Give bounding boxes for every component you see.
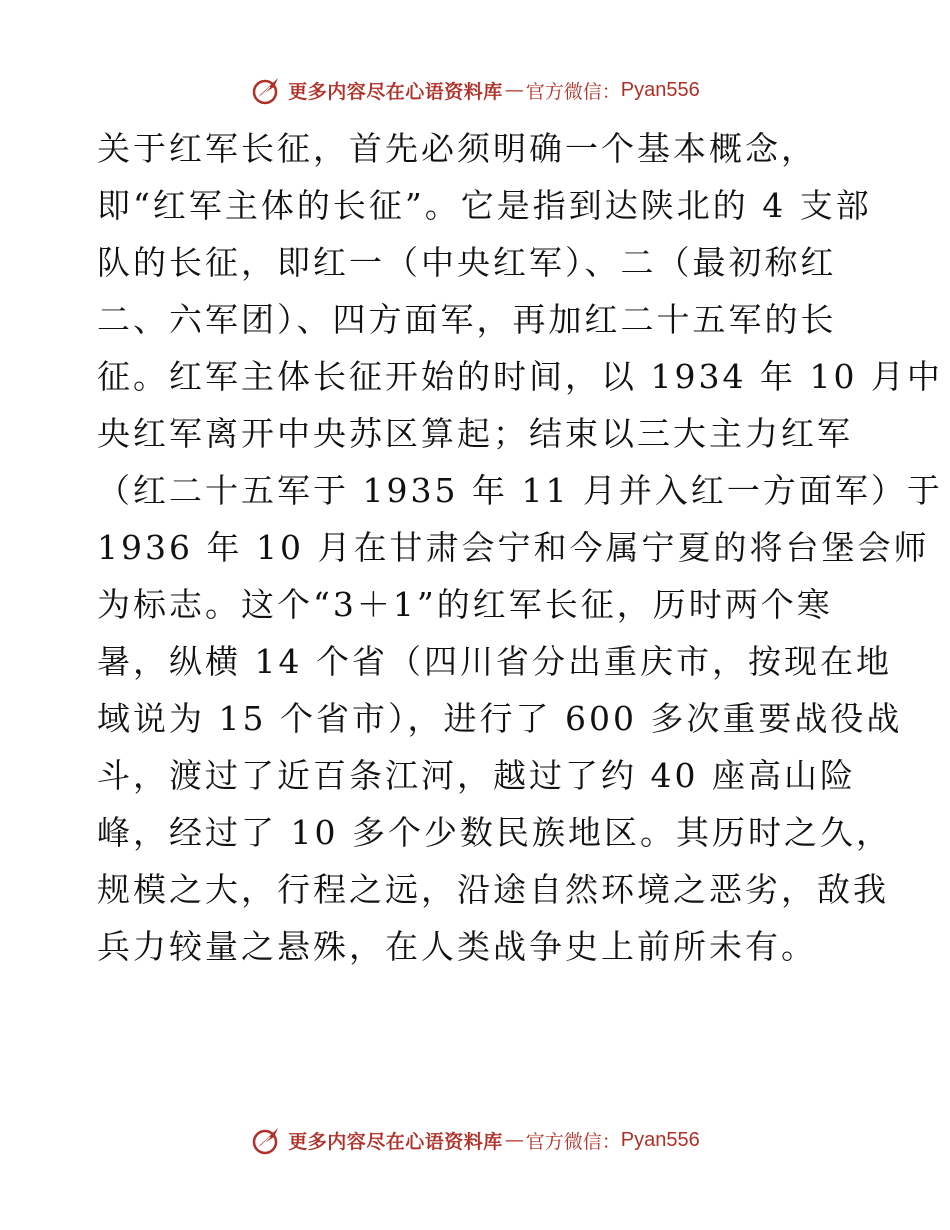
footer-watermark xyxy=(0,1122,950,1158)
watermark-brand: 更多内容尽在心语资料库 xyxy=(288,1130,503,1153)
text-line: 关于红军长征，首先必须明确一个基本概念， xyxy=(97,129,817,168)
text-line: 为标志。这个“3＋1”的红军长征，历时两个寒 xyxy=(97,585,833,624)
document-body xyxy=(97,120,943,975)
text-line: （红二十五军于 1935 年 11 月并入红一方面军）于 xyxy=(97,471,943,510)
text-line: 征。红军主体长征开始的时间，以 1934 年 10 月中 xyxy=(97,357,943,396)
text-line: 暑，纵横 14 个省（四川省分出重庆市，按现在地 xyxy=(97,642,892,681)
watermark-handle: Pyan556 xyxy=(620,1128,700,1151)
watermark-wechat-label: 官方微信： xyxy=(525,80,621,103)
quill-logo-icon xyxy=(250,1123,284,1157)
text-line: 央红军离开中央苏区算起；结束以三大主力红军 xyxy=(97,414,853,453)
watermark-separator: — xyxy=(504,79,524,101)
text-line: 斗，渡过了近百条江河，越过了约 40 座高山险 xyxy=(97,756,856,795)
watermark-separator: — xyxy=(504,1129,524,1151)
text-line: 即“红军主体的长征”。它是指到达陕北的 4 支部 xyxy=(97,186,872,225)
watermark-wechat-label: 官方微信： xyxy=(525,1130,621,1153)
text-line: 二、六军团）、四方面军，再加红二十五军的长 xyxy=(97,300,837,339)
header-watermark xyxy=(0,72,950,108)
text-line: 峰，经过了 10 多个少数民族地区。其历时之久， xyxy=(97,813,892,852)
text-line: 兵力较量之悬殊，在人类战争史上前所未有。 xyxy=(97,927,817,966)
quill-logo-icon xyxy=(250,73,284,107)
text-line: 1936 年 10 月在甘肃会宁和今属宁夏的将台堡会师 xyxy=(97,528,930,567)
watermark-handle: Pyan556 xyxy=(620,78,700,101)
text-line: 域说为 15 个省市），进行了 600 多次重要战役战 xyxy=(97,699,903,738)
text-line: 队的长征，即红一（中央红军）、二（最初称红 xyxy=(97,243,837,282)
watermark-brand: 更多内容尽在心语资料库 xyxy=(288,80,503,103)
text-line: 规模之大，行程之远，沿途自然环境之恶劣，敌我 xyxy=(97,870,889,909)
